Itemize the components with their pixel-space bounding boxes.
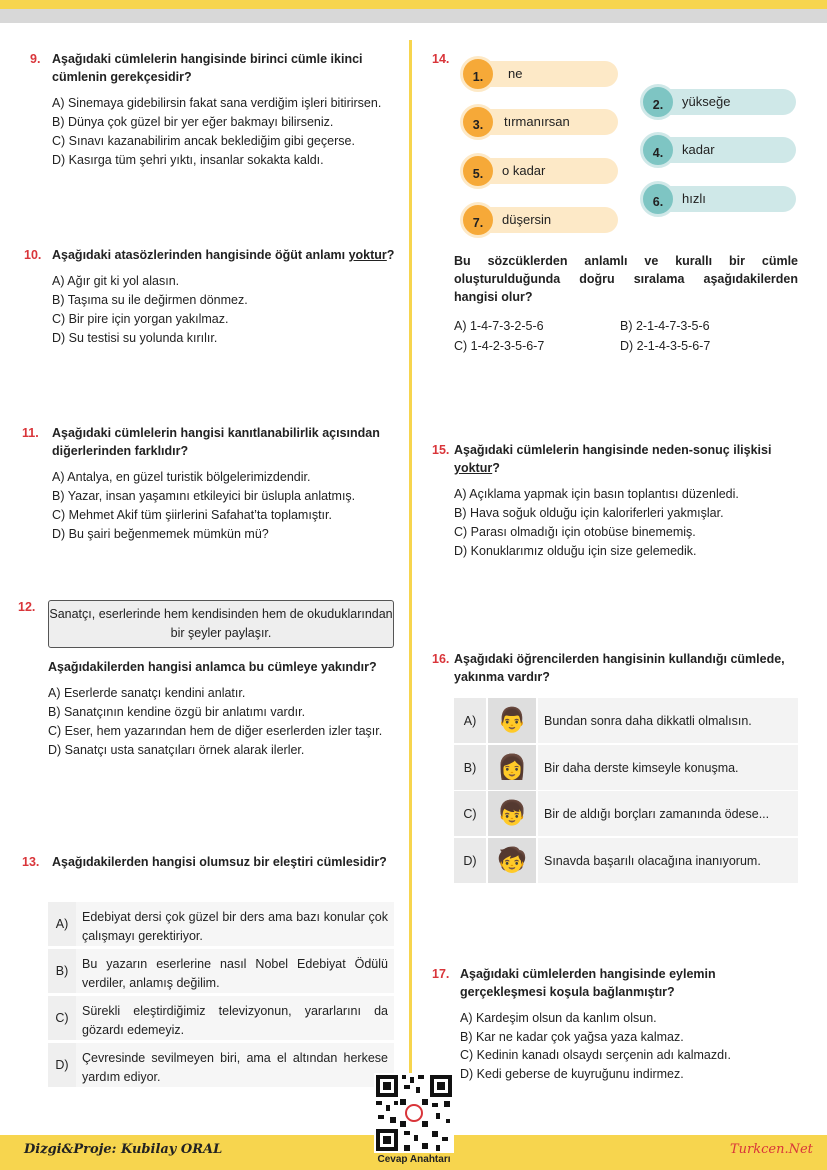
word-num-2: 2. bbox=[640, 84, 676, 120]
column-divider bbox=[409, 40, 412, 1120]
q13-option-c[interactable]: C) Sürekli eleştirdiğimiz televizyonun, yararlarını da gözardı edemeyiz. bbox=[48, 996, 394, 1040]
q10-options bbox=[52, 272, 396, 348]
top-gray-band bbox=[0, 9, 827, 23]
q17-option-c[interactable]: C) Kedinin kanadı olsaydı serçenin adı kalmazdı. bbox=[460, 1048, 731, 1062]
q13-number: 13. bbox=[22, 855, 40, 869]
question-17 bbox=[460, 965, 800, 1083]
q9-option-a[interactable]: A) Sinemaya gidebilirsin fakat sana verdiğim işleri bitirirsen. bbox=[52, 96, 382, 110]
q11-option-c[interactable]: C) Mehmet Akif tüm şiirlerini Safahat’ta toplamıştır. bbox=[52, 508, 332, 522]
word-pill-6: hızlı bbox=[650, 186, 796, 212]
word-num-4: 4. bbox=[640, 132, 676, 168]
q9-option-b[interactable]: B) Dünya çok güzel bir yer eğer bakmayı bilirseniz. bbox=[52, 115, 334, 129]
q13-option-d[interactable]: D) Çevresinde sevilmeyen biri, ama el altından herkese yardım ediyor. bbox=[48, 1043, 394, 1087]
q9-options bbox=[52, 94, 396, 170]
question-15 bbox=[454, 441, 798, 561]
top-color-bar bbox=[0, 0, 827, 9]
q14-option-c[interactable]: C) 1-4-2-3-5-6-7 bbox=[454, 339, 545, 353]
word-num-5: 5. bbox=[460, 153, 496, 189]
q9-number: 9. bbox=[30, 52, 41, 66]
q10-option-d[interactable]: D) Su testisi su yolunda kırılır. bbox=[52, 331, 218, 345]
word-pill-7: düşersin bbox=[472, 207, 618, 233]
q10-option-c[interactable]: C) Bir pire için yorgan yakılmaz. bbox=[52, 312, 229, 326]
word-pill-2: yükseğe bbox=[650, 89, 796, 115]
q15-option-b[interactable]: B) Hava soğuk olduğu için kaloriferleri yakmışlar. bbox=[454, 506, 724, 520]
q17-number: 17. bbox=[432, 967, 450, 981]
q11-option-d[interactable]: D) Bu şairi beğenmemek mümkün mü? bbox=[52, 527, 269, 541]
q11-option-b[interactable]: B) Yazar, insan yaşamını etkileyici bir üslupla anlatmış. bbox=[52, 489, 356, 503]
qr-label: Cevap Anahtarı bbox=[377, 1154, 451, 1165]
question-16 bbox=[454, 650, 798, 686]
q13-text: Aşağıdakilerden hangisi olumsuz bir eleştiri cümlesidir? bbox=[52, 855, 387, 869]
q15-underlined: yoktur bbox=[454, 461, 493, 475]
q10-number: 10. bbox=[24, 248, 42, 262]
q10-option-b[interactable]: B) Taşıma su ile değirmen dönmez. bbox=[52, 293, 248, 307]
word-num-7: 7. bbox=[460, 202, 496, 238]
q14-number: 14. bbox=[432, 52, 450, 66]
q16-option-b[interactable]: B) 👩 Bir daha derste kimseyle konuşma. bbox=[454, 745, 798, 790]
q12-text: Aşağıdakilerden hangisi anlamca bu cümleye yakındır? bbox=[48, 660, 377, 674]
q15-options bbox=[454, 485, 798, 561]
q10-underlined: yoktur bbox=[348, 248, 387, 262]
q16-option-c[interactable]: C) 👦 Bir de aldığı borçları zamanında ödese... bbox=[454, 791, 798, 836]
question-12 bbox=[48, 658, 396, 760]
question-11 bbox=[52, 424, 396, 544]
q12-options bbox=[48, 684, 396, 760]
q17-option-b[interactable]: B) Kar ne kadar çok yağsa yaza kalmaz. bbox=[460, 1029, 684, 1044]
word-pill-5: o kadar bbox=[472, 158, 618, 184]
q14-option-b[interactable]: B) 2-1-4-7-3-5-6 bbox=[620, 319, 710, 333]
word-num-3: 3. bbox=[460, 104, 496, 140]
design-credit: Dizgi&Proje: Kubilay ORAL bbox=[24, 1142, 223, 1157]
q15-option-c[interactable]: C) Parası olmadığı için otobüse binememiş. bbox=[454, 525, 696, 539]
q16-text: Aşağıdaki öğrencilerden hangisinin kullandığı cümlede, yakınma vardır? bbox=[454, 652, 785, 684]
boy-face-icon: 👨 bbox=[488, 698, 536, 743]
answer-key-qr-code[interactable] bbox=[374, 1073, 454, 1153]
question-10 bbox=[52, 246, 396, 348]
question-14 bbox=[454, 252, 798, 306]
q11-number: 11. bbox=[22, 426, 39, 440]
q9-text: Aşağıdaki cümlelerin hangisinde birinci cümle ikinci cümlenin gerekçesidir? bbox=[52, 52, 363, 84]
q9-option-d[interactable]: D) Kasırga tüm şehri yıktı, insanlar sokakta kaldı. bbox=[52, 153, 324, 167]
child-face-icon: 🧒 bbox=[488, 838, 536, 883]
q12-option-c[interactable]: C) Eser, hem yazarından hem de diğer eserlerden izler taşır. bbox=[48, 724, 383, 738]
q14-option-a[interactable]: A) 1-4-7-3-2-5-6 bbox=[454, 319, 544, 333]
q16-option-d[interactable]: D) 🧒 Sınavda başarılı olacağına inanıyorum. bbox=[454, 838, 798, 883]
q11-option-a[interactable]: A) Antalya, en güzel turistik bölgelerimizdendir. bbox=[52, 470, 311, 484]
q15-text: Aşağıdaki cümlelerin hangisinde neden-sonuç ilişkisi yoktur? bbox=[454, 443, 772, 475]
q9-option-c[interactable]: C) Sınavı kazanabilirim ancak beklediğim gibi geçerse. bbox=[52, 134, 355, 148]
q12-number: 12. bbox=[18, 600, 36, 614]
q17-text: Aşağıdaki cümlelerden hangisinde eylemin gerçekleşmesi koşula bağlanmıştır? bbox=[460, 967, 716, 999]
q14-text: Bu sözcüklerden anlamlı ve kurallı bir cümle oluşturulduğunda doğru sıralama aşağıdakilerden hangisi olur? bbox=[454, 254, 798, 304]
q11-text: Aşağıdaki cümlelerin hangisi kanıtlanabilirlik açısından diğerlerinden farklıdır? bbox=[52, 426, 380, 458]
q16-number: 16. bbox=[432, 652, 450, 666]
q15-number: 15. bbox=[432, 443, 450, 457]
q12-quote-box: Sanatçı, eserlerinde hem kendisinden hem de okuduklarından bir şeyler paylaşır. bbox=[48, 600, 394, 648]
q16-option-a[interactable]: A) 👨 Bundan sonra daha dikkatli olmalısın. bbox=[454, 698, 798, 743]
q10-option-a[interactable]: A) Ağır git ki yol alasın. bbox=[52, 274, 180, 288]
q14-option-d[interactable]: D) 2-1-4-3-5-6-7 bbox=[620, 339, 711, 353]
q17-options bbox=[460, 1009, 800, 1083]
q13-option-a[interactable]: A) Edebiyat dersi çok güzel bir ders ama bazı konular çok çalışmayı gerektiriyor. bbox=[48, 902, 394, 946]
q17-option-d[interactable]: D) Kedi geberse de kuyruğunu indirmez. bbox=[460, 1066, 684, 1081]
q15-option-a[interactable]: A) Açıklama yapmak için basın toplantısı düzenledi. bbox=[454, 487, 739, 501]
q12-option-b[interactable]: B) Sanatçının kendine özgü bir anlatımı vardır. bbox=[48, 705, 306, 719]
girl-face-icon: 👩 bbox=[488, 745, 536, 790]
question-13 bbox=[52, 853, 396, 871]
word-pill-1: ne bbox=[472, 61, 618, 87]
question-9 bbox=[52, 50, 396, 170]
word-num-6: 6. bbox=[640, 181, 676, 217]
q12-option-a[interactable]: A) Eserlerde sanatçı kendini anlatır. bbox=[48, 686, 246, 700]
word-num-1: 1. bbox=[460, 56, 496, 92]
q13-option-b[interactable]: B) Bu yazarın eserlerine nasıl Nobel Edebiyat Ödülü verdiler, anlamış değilim. bbox=[48, 949, 394, 993]
q12-option-d[interactable]: D) Sanatçı usta sanatçıları örnek alarak ilerler. bbox=[48, 743, 305, 757]
q15-option-d[interactable]: D) Konuklarımız olduğu için size gelemedik. bbox=[454, 544, 697, 558]
boy-face-icon: 👦 bbox=[488, 791, 536, 836]
site-logo[interactable]: Turkcen.Net bbox=[730, 1142, 813, 1157]
q10-text: Aşağıdaki atasözlerinden hangisinde öğüt anlamı yoktur? bbox=[52, 248, 395, 262]
word-pill-4: kadar bbox=[650, 137, 796, 163]
word-pill-3: tırmanırsan bbox=[472, 109, 618, 135]
q11-options bbox=[52, 468, 396, 544]
q17-option-a[interactable]: A) Kardeşim olsun da kanlım olsun. bbox=[460, 1011, 657, 1025]
